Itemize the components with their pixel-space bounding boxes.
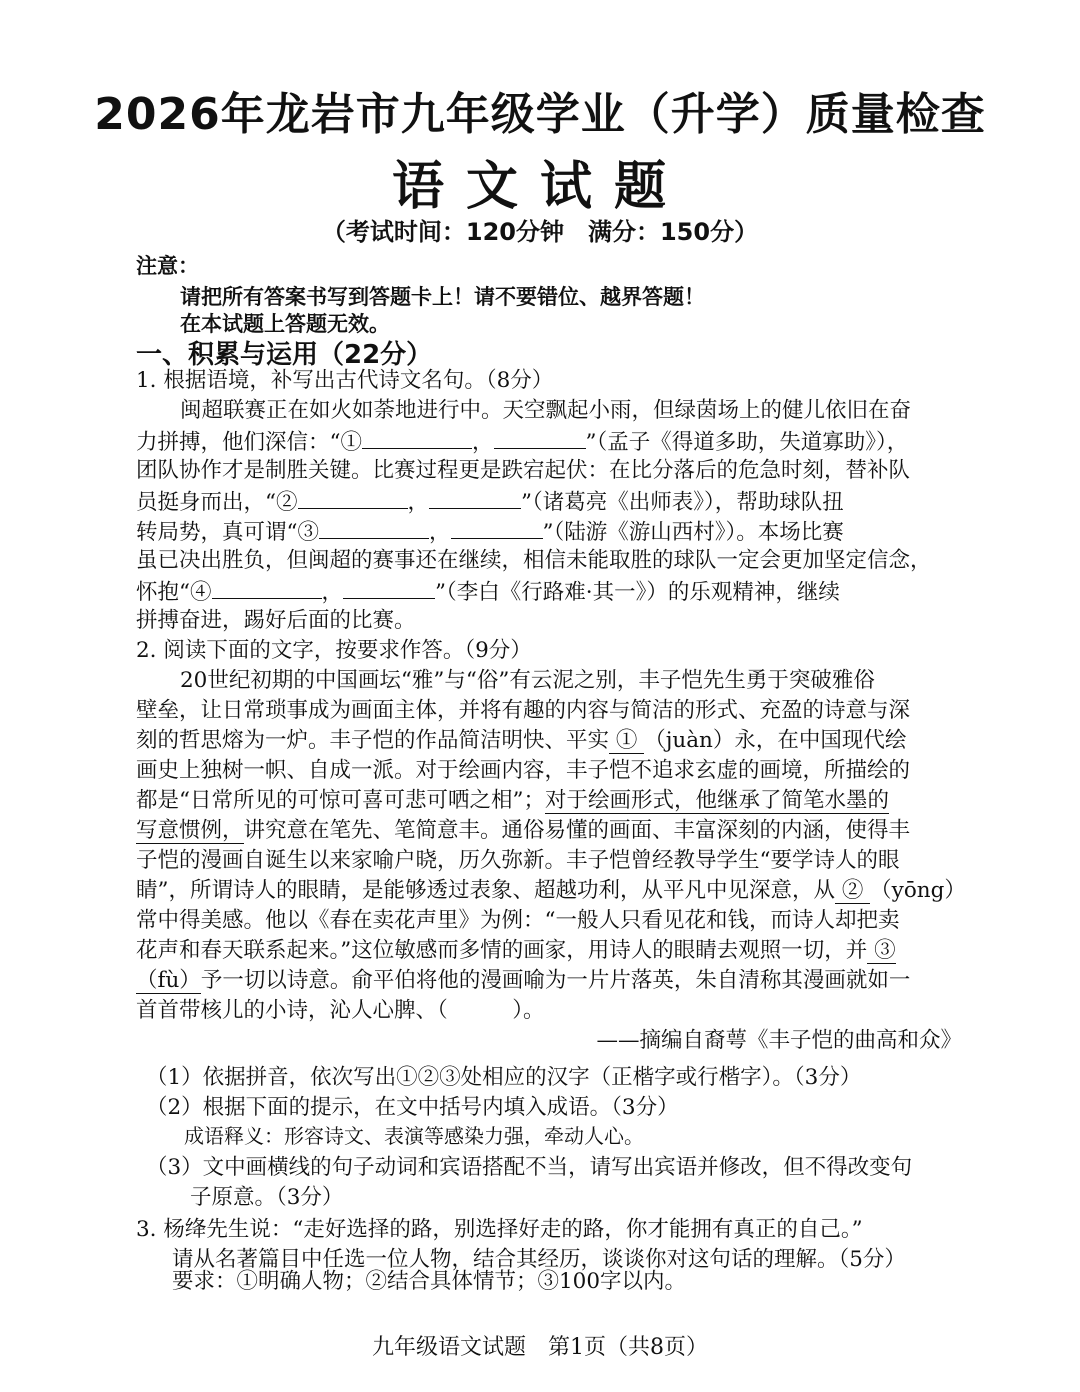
exam-title: 2026年龙岩市九年级学业（升学）质量检查 xyxy=(94,89,986,140)
q2-passage-line: 画史上独树一帜、自成一派。对于绘画内容，丰子恺不追求玄虚的画境，所描绘的 xyxy=(136,758,911,783)
subject-title: 语文试题 xyxy=(391,157,688,217)
q1-stem: 1. 根据语境，补写出古代诗文名句。（8分） xyxy=(136,368,554,393)
answer-blank xyxy=(212,576,322,599)
q2-sub-2: （2）根据下面的提示，在文中括号内填入成语。（3分） xyxy=(146,1095,679,1120)
q2-sub-2-hint: 成语释义：形容诗文、表演等感染力强，牵动人心。 xyxy=(184,1124,644,1148)
q2-sub-3: （3）文中画横线的句子动词和宾语搭配不当，请写出宾语并修改，但不得改变句 xyxy=(146,1155,913,1180)
answer-blank xyxy=(319,516,429,539)
q2-sub-3-cont: 子原意。（3分） xyxy=(190,1185,344,1210)
q1-line: 拼搏奋进，踢好后面的比赛。 xyxy=(136,608,416,633)
underlined-sentence: 对于绘画形式，他继承了简笔水墨的 xyxy=(545,788,890,813)
q2-passage-line: 首首带核儿的小诗，沁人心脾、（ ）。 xyxy=(136,998,545,1023)
q2-source: ——摘编自裔萼《丰子恺的曲高和众》 xyxy=(596,1028,962,1053)
q1-line xyxy=(136,516,844,548)
q1-text: 转局势，真可谓“③ xyxy=(136,520,319,545)
notice-heading: 注意： xyxy=(136,254,199,278)
q1-line: 团队协作才是制胜关键。比赛过程更是跌宕起伏：在比分落后的危急时刻，替补队 xyxy=(136,458,911,483)
q1-text: ， xyxy=(472,430,494,455)
q2-text: 予一切以诗意。俞平伯将他的漫画喻为一片片落英，朱自清称其漫画就如一 xyxy=(200,968,911,993)
answer-blank xyxy=(298,486,408,509)
q1-line: 虽已决出胜负，但闽超的赛事还在继续，相信未能取胜的球队一定会更加坚定信念， xyxy=(136,548,932,573)
answer-blank xyxy=(429,486,521,509)
pinyin-blank-2: ② xyxy=(835,878,871,903)
answer-blank xyxy=(494,426,586,449)
q1-text: ”（诸葛亮《出师表》），帮助球队扭 xyxy=(521,490,844,515)
q3-line: 3. 杨绛先生说：“走好选择的路，别选择好走的路，你才能拥有真正的自己。” xyxy=(136,1217,863,1242)
q1-line xyxy=(136,486,844,518)
answer-blank xyxy=(451,516,543,539)
q1-line xyxy=(136,426,908,458)
answer-blank xyxy=(343,576,435,599)
q2-passage-line xyxy=(136,786,889,816)
q1-text: ”（孟子《得道多助，失道寡助》）， xyxy=(585,430,909,455)
q2-passage-line: 20世纪初期的中国画坛“雅”与“俗”有云泥之别，丰子恺先生勇于突破雅俗 xyxy=(180,668,875,693)
q2-passage-line xyxy=(136,726,906,756)
q1-text: ， xyxy=(429,520,451,545)
notice-line-1: 请把所有答案书写到答题卡上！请不要错位、越界答题！ xyxy=(180,285,705,309)
q2-passage-line xyxy=(136,966,910,996)
q2-text: 刻的哲思熔为一炉。丰子恺的作品简洁明快、平实 xyxy=(136,728,610,753)
q2-passage-line xyxy=(136,876,966,906)
q2-passage-line xyxy=(136,936,896,966)
section-1-heading: 一、积累与运用（22分） xyxy=(136,340,433,370)
q1-text: 力拼搏，他们深信：“① xyxy=(136,430,362,455)
q2-passage-line xyxy=(136,816,910,846)
q1-text: ”（李白《行路难·其一》）的乐观精神，继续 xyxy=(435,580,840,605)
q2-text: 都是“日常所见的可惊可喜可悲可哂之相”； xyxy=(136,788,545,813)
answer-blank xyxy=(362,426,472,449)
pinyin-blank-1: ① xyxy=(609,728,645,753)
q3-requirements: 要求：①明确人物；②结合具体情节；③100字以内。 xyxy=(172,1269,687,1294)
q1-text: 员挺身而出，“② xyxy=(136,490,298,515)
q2-text: 讲究意在笔先、笔简意丰。通俗易懂的画面、丰富深刻的内涵，使得丰 xyxy=(243,818,911,843)
q2-text: 睛”，所谓诗人的眼睛，是能够透过表象、超越功利，从平凡中见深意，从 xyxy=(136,878,835,903)
q2-text: （yōng） xyxy=(870,878,966,903)
q1-text: ， xyxy=(321,580,344,605)
q1-line xyxy=(136,576,840,608)
q2-text: （juàn）永，在中国现代绘 xyxy=(644,728,907,753)
q1-text: ， xyxy=(407,490,430,515)
q2-text: 花声和春天联系起来。”这位敏感而多情的画家，用诗人的眼睛去观照一切，并 xyxy=(136,938,868,963)
pinyin-label: （fù） xyxy=(136,968,201,993)
q2-passage-line: 壁垒，让日常琐事成为画面主体，并将有趣的内容与简洁的形式、充盈的诗意与深 xyxy=(136,698,911,723)
notice-line-2: 在本试题上答题无效。 xyxy=(180,312,390,336)
q1-text: ”（陆游《游山西村》）。本场比赛 xyxy=(542,520,844,545)
q2-sub-1: （1）依据拼音，依次写出①②③处相应的汉字（正楷字或行楷字）。（3分） xyxy=(146,1065,862,1090)
underlined-sentence: 写意惯例， xyxy=(136,818,244,843)
pinyin-blank-3: ③ xyxy=(867,938,896,963)
q2-passage-line: 子恺的漫画自诞生以来家喻户晓，历久弥新。丰子恺曾经教导学生“要学诗人的眼 xyxy=(136,848,900,873)
q1-line: 闽超联赛正在如火如荼地进行中。天空飘起小雨，但绿茵场上的健儿依旧在奋 xyxy=(180,398,912,423)
q1-text: 怀抱“④ xyxy=(136,580,212,605)
q2-stem: 2. 阅读下面的文字，按要求作答。（9分） xyxy=(136,638,532,663)
page-footer: 九年级语文试题 第1页（共8页） xyxy=(372,1335,708,1360)
exam-info: （考试时间：120分钟 满分：150分） xyxy=(321,218,759,246)
q2-passage-line: 常中得美感。他以《春在卖花声里》为例：“一般人只看见花和钱，而诗人却把卖 xyxy=(136,908,900,933)
q3-line: 请从名著篇目中任选一位人物，结合其经历，谈谈你对这句话的理解。（5分） xyxy=(172,1247,906,1272)
